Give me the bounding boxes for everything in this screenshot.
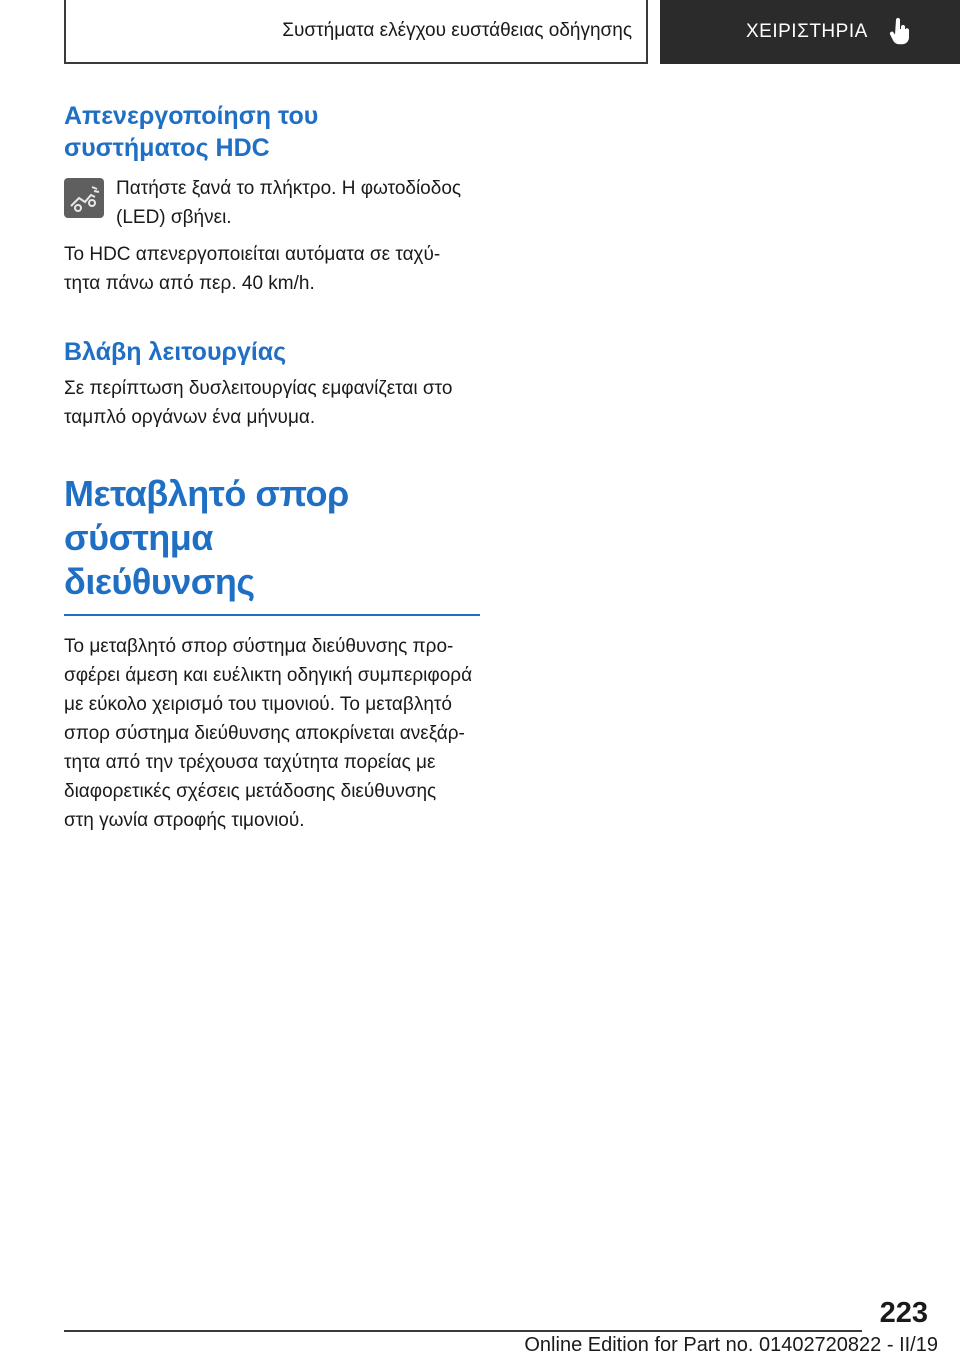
chapter-tab[interactable]	[660, 0, 960, 64]
instruction-text	[116, 174, 461, 232]
instruction-row	[64, 174, 480, 232]
heading-line-2: συστήματος HDC	[64, 134, 270, 162]
body-line: σφέρει άμεση και ευέλικτη οδηγική συμπεριφορά	[64, 665, 473, 686]
heading-divider	[64, 614, 480, 616]
h1-line-1: Μεταβλητό σπορ σύστημα	[64, 473, 349, 558]
edition-footer: Online Edition for Part no. 01402720822 - II/19	[524, 1334, 938, 1356]
auto-deactivate-note	[64, 240, 480, 298]
page-number: 223	[879, 1297, 928, 1329]
footer-divider	[64, 1330, 862, 1332]
note-line-1: Το HDC απενεργοποιείται αυτόματα σε ταχύ‐	[64, 244, 441, 265]
body-line: διαφορετικές σχέσεις μετάδοσης διεύθυνσης	[64, 781, 437, 802]
main-content	[64, 100, 480, 835]
body-line: σπορ σύστημα διεύθυνσης αποκρίνεται ανεξάρ‐	[64, 723, 465, 744]
body-line: στη γωνία στροφής τιμονιού.	[64, 810, 305, 831]
instruction-line-2: (LED) σβήνει.	[116, 207, 232, 228]
note-line-2: τητα πάνω από περ. 40 km/h.	[64, 273, 315, 294]
hdc-button-icon	[64, 178, 104, 218]
chapter-tab-label: ΧΕΙΡΙΣΤΗΡΙΑ	[746, 21, 868, 42]
fault-text	[64, 374, 480, 432]
body-line: τητα από την τρέχουσα ταχύτητα πορείας με	[64, 752, 436, 773]
heading-line-1: Απενεργοποίηση του	[64, 102, 319, 130]
h1-line-2: διεύθυνσης	[64, 561, 255, 602]
instruction-line-1: Πατήστε ξανά το πλήκτρο. Η φωτοδίοδος	[116, 178, 462, 199]
fault-line-1: Σε περίπτωση δυσλειτουργίας εμφανίζεται στο	[64, 378, 453, 399]
header-section-title	[64, 0, 648, 64]
section-title: Συστήματα ελέγχου ευστάθειας οδήγησης	[282, 20, 632, 41]
body-line: με εύκολο χειρισμό του τιμονιού. Το μεταβλητό	[64, 694, 452, 715]
heading-fault: Βλάβη λειτουργίας	[64, 338, 287, 366]
hand-pointer-icon	[888, 18, 912, 46]
steering-description	[64, 632, 480, 835]
fault-line-2: ταμπλό οργάνων ένα μήνυμα.	[64, 407, 316, 428]
heading-variable-sport-steering	[64, 472, 480, 604]
body-line: Το μεταβλητό σπορ σύστημα διεύθυνσης προ‐	[64, 636, 454, 657]
heading-deactivate-hdc	[64, 100, 480, 164]
